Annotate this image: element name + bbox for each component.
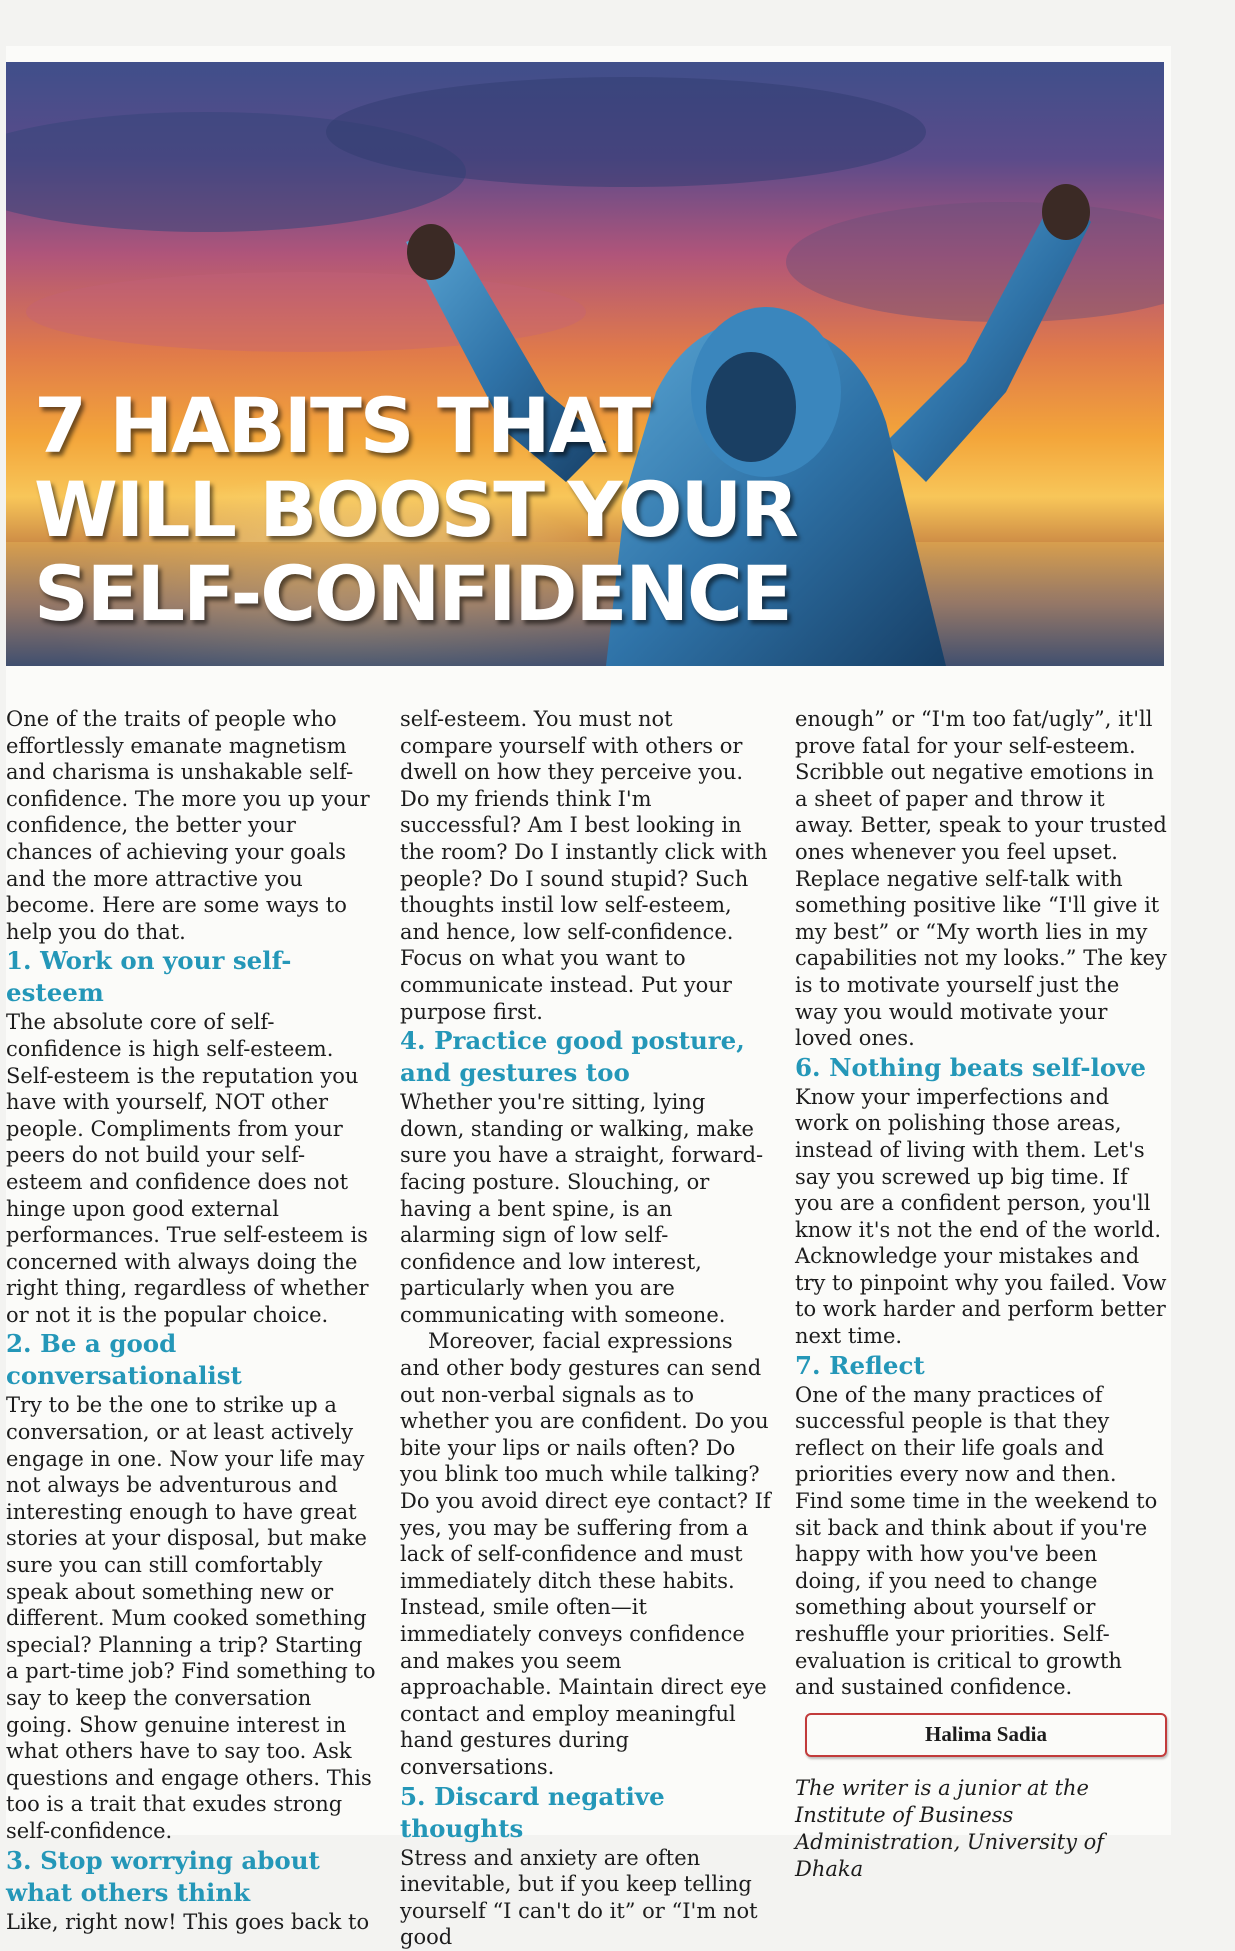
- author-byline: [805, 1713, 1167, 1757]
- article-paragraph: Stress and anxiety are often inevitable, but if you keep telling yourself “I can't do it” or “I'm not good: [400, 1845, 758, 1950]
- newspaper-page: [6, 46, 1171, 1950]
- author-note: The writer is a junior at the Institute of Business Administration, University of Dhaka: [795, 1775, 1105, 1881]
- article-paragraph: Like, right now! This goes back to: [6, 1909, 370, 1934]
- section-heading: 5. Discard negative thoughts: [400, 1781, 665, 1843]
- headline: [34, 381, 797, 638]
- article-paragraph: enough” or “I'm too fat/ugly”, it'll prove fatal for your self-esteem. Scribble out negative emotions in a sheet of paper and throw it away. Better, speak to your trusted ones whenever you feel upset. Replace negative self-talk with something positive like “I'll give it my best” or “My worth lies in my capabilities not my looks.” The key is to motivate yourself just the way you would motivate your loved ones.: [795, 707, 1167, 1051]
- section-heading: 7. Reflect: [795, 1350, 925, 1380]
- section-heading: 4. Practice good posture, and gestures too: [400, 1026, 745, 1088]
- article-paragraph: Try to be the one to strike up a conversation, or at least actively engage in one. Now your life may not always be adventurous and interesting enough to have great stories at your disposal, but make sure you can still comfortably speak about something new or different. Mum cooked something special? Planning a trip? Starting a part-time job? Find something to say to keep the conversation going. Show genuine interest in what others have to say too. Ask questions and engage others. This too is a trait that exudes strong self-confidence.: [6, 1393, 376, 1843]
- article-column-3-body: [795, 706, 1167, 1701]
- article-paragraph: One of the many practices of successful people is that they reflect on their life goals and priorities every now and then. Find some time in the weekend to sit back and think about if you're happy with how you've been doing, if you need to change something about yourself or reshuffle your priorities. Self-evaluation is critical to growth and sustained confidence.: [795, 1382, 1158, 1700]
- hero-image: [6, 62, 1164, 666]
- article-paragraph: The absolute core of self-confidence is high self-esteem. Self-esteem is the reputation you have with yourself, NOT other people. Compliments from your peers do not build your self-esteem and confidence does not hinge upon good external performances. True self-esteem is concerned with always doing the right thing, regardless of whether or not it is the popular choice.: [6, 1010, 369, 1327]
- headline-line: WILL BOOST YOUR: [34, 465, 797, 554]
- article-column-1: [6, 706, 376, 1935]
- section-heading: 1. Work on your self-esteem: [6, 946, 292, 1008]
- article-paragraph: Know your imperfections and work on polishing those areas, instead of living with them. Let's say you screwed up big time. If you are a confident person, you'll know it's not the end of the world. Acknowledge your mistakes and try to pinpoint why you failed. Vow to work harder and perform better next time.: [795, 1084, 1167, 1349]
- article-paragraph: Whether you're sitting, lying down, standing or walking, make sure you have a straight, forward-facing posture. Slouching, or having a bent spine, is an alarming sign of low self-confidence and low interest, particularly when you are communicating with someone.: [400, 1090, 764, 1327]
- headline-line: 7 HABITS THAT: [34, 381, 650, 470]
- headline-line: SELF-CONFIDENCE: [34, 549, 791, 638]
- article-paragraph: Moreover, facial expressions and other body gestures can send out non-verbal signals as to whether you are confident. Do you bite your lips or nails often? Do you blink too much while talking? Do you avoid direct eye contact? If yes, you may be suffering from a lack of self-confidence and must immediately ditch these habits. Instead, smile often—it immediately conveys confidence and makes you seem approachable. Maintain direct eye contact and employ meaningful hand gestures during conversations.: [400, 1329, 771, 1779]
- article-column-3: [795, 706, 1167, 1883]
- section-heading: 6. Nothing beats self-love: [795, 1052, 1146, 1082]
- article-paragraph: self-esteem. You must not compare yourself with others or dwell on how they perceive you. Do my friends think I'm successful? Am I best looking in the room? Do I instantly click with people? Do I sound stupid? Such thoughts instil low self-esteem, and hence, low self-confidence. Focus on what you want to communicate instead. Put your purpose first.: [400, 707, 768, 1024]
- author-name: Halima Sadia: [925, 1722, 1047, 1747]
- article-column-2: [400, 706, 772, 1951]
- section-heading: 2. Be a good conversationalist: [6, 1329, 242, 1391]
- section-heading: 3. Stop worrying about what others think: [6, 1845, 320, 1907]
- article-paragraph: One of the traits of people who effortlessly emanate magnetism and charisma is unshakable self-confidence. The more you up your confidence, the better your chances of achieving your goals and the more attractive you become. Here are some ways to help you do that.: [6, 707, 370, 944]
